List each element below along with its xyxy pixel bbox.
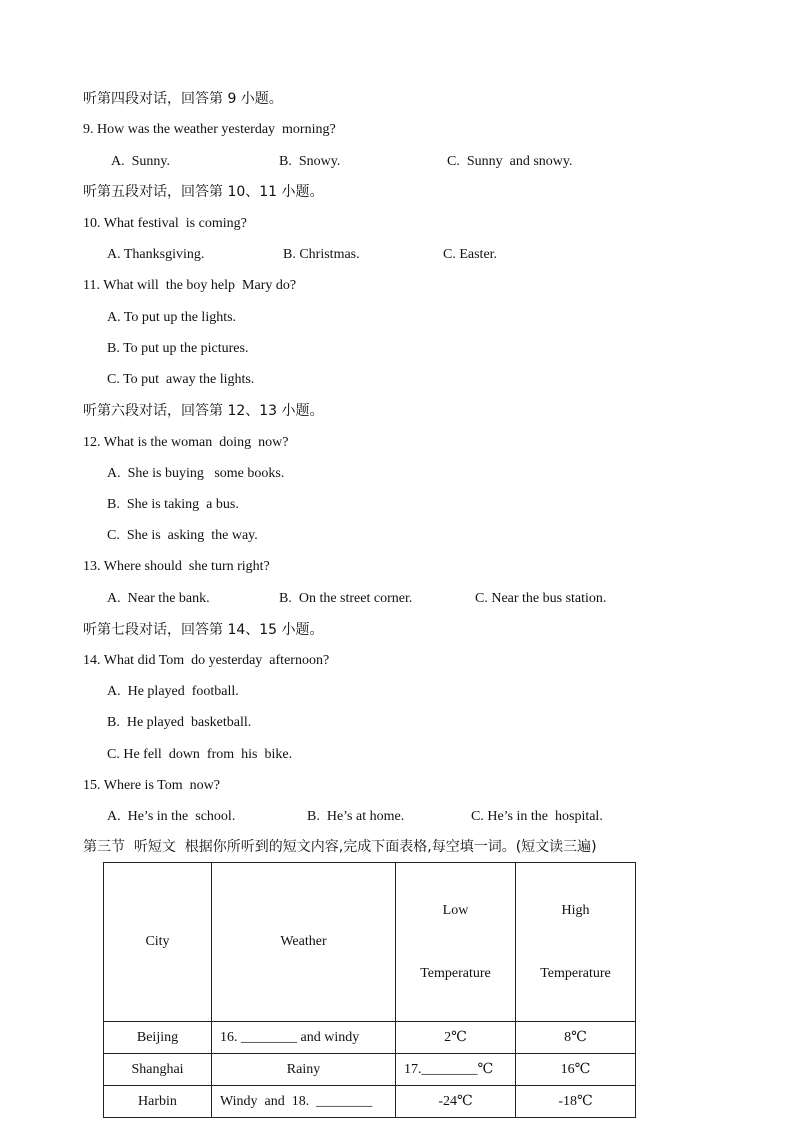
cell-weather-blank-16[interactable]: 16. ________ and windy xyxy=(212,1022,396,1054)
table-row xyxy=(104,1022,636,1054)
q11-option-c: C. To put away the lights. xyxy=(107,372,255,387)
q9-option-a: A. Sunny. xyxy=(111,154,170,169)
header-high-line1: High xyxy=(561,903,590,918)
cell-low-blank-17[interactable]: 17.________℃ xyxy=(396,1054,516,1086)
q14-option-b: B. He played basketball. xyxy=(107,715,252,730)
q15-option-a: A. He’s in the school. xyxy=(107,809,236,824)
header-low-line2: Temperature xyxy=(420,966,491,981)
header-city: City xyxy=(104,863,212,1022)
header-low-temperature xyxy=(396,863,516,1022)
section-heading-7: 听第七段对话，回答第 14、15 小题。 xyxy=(83,622,324,638)
question-13: 13. Where should she turn right? xyxy=(83,559,270,574)
cell-city: Beijing xyxy=(104,1022,212,1054)
q10-option-a: A. Thanksgiving. xyxy=(107,247,205,262)
q12-option-b: B. She is taking a bus. xyxy=(107,497,239,512)
q14-option-a: A. He played football. xyxy=(107,684,239,699)
cell-low: 2℃ xyxy=(396,1022,516,1054)
q10-option-b: B. Christmas. xyxy=(283,247,360,262)
q15-option-c: C. He’s in the hospital. xyxy=(471,809,603,824)
q13-option-b: B. On the street corner. xyxy=(279,591,413,606)
section-heading-5: 听第五段对话，回答第 10、11 小题。 xyxy=(83,184,324,200)
q11-option-a: A. To put up the lights. xyxy=(107,310,237,325)
header-high-line2: Temperature xyxy=(540,966,611,981)
q13-option-a: A. Near the bank. xyxy=(107,591,210,606)
question-15: 15. Where is Tom now? xyxy=(83,778,220,793)
q9-option-b: B. Snowy. xyxy=(279,154,341,169)
question-14: 14. What did Tom do yesterday afternoon? xyxy=(83,653,330,668)
header-weather: Weather xyxy=(212,863,396,1022)
question-12: 12. What is the woman doing now? xyxy=(83,435,289,450)
cell-weather: Rainy xyxy=(212,1054,396,1086)
weather-table xyxy=(103,862,636,1118)
q12-option-a: A. She is buying some books. xyxy=(107,466,285,481)
q10-option-c: C. Easter. xyxy=(443,247,498,262)
cell-weather-blank-18[interactable]: Windy and 18. ________ xyxy=(212,1086,396,1118)
cell-low: -24℃ xyxy=(396,1086,516,1118)
q11-option-b: B. To put up the pictures. xyxy=(107,341,249,356)
section-heading-6: 听第六段对话，回答第 12、13 小题。 xyxy=(83,403,324,419)
table-row xyxy=(104,1054,636,1086)
question-10: 10. What festival is coming? xyxy=(83,216,247,231)
header-high-temperature xyxy=(516,863,636,1022)
cell-high: 8℃ xyxy=(516,1022,636,1054)
cell-high: 16℃ xyxy=(516,1054,636,1086)
cell-city: Harbin xyxy=(104,1086,212,1118)
q12-option-c: C. She is asking the way. xyxy=(107,528,258,543)
table-header-row xyxy=(104,863,636,1022)
q9-option-c: C. Sunny and snowy. xyxy=(447,154,573,169)
question-9: 9. How was the weather yesterday morning? xyxy=(83,122,336,137)
question-11: 11. What will the boy help Mary do? xyxy=(83,278,297,293)
q15-option-b: B. He’s at home. xyxy=(307,809,405,824)
q13-option-c: C. Near the bus station. xyxy=(475,591,607,606)
section-heading-4: 听第四段对话，回答第 9 小题。 xyxy=(83,91,283,107)
table-row xyxy=(104,1086,636,1118)
cell-high: -18℃ xyxy=(516,1086,636,1118)
header-low-line1: Low xyxy=(442,903,469,918)
q14-option-c: C. He fell down from his bike. xyxy=(107,747,293,762)
cell-city: Shanghai xyxy=(104,1054,212,1086)
part3-heading: 第三节 听短文 根据你所听到的短文内容,完成下面表格,每空填一词。(短文读三遍) xyxy=(83,839,597,855)
